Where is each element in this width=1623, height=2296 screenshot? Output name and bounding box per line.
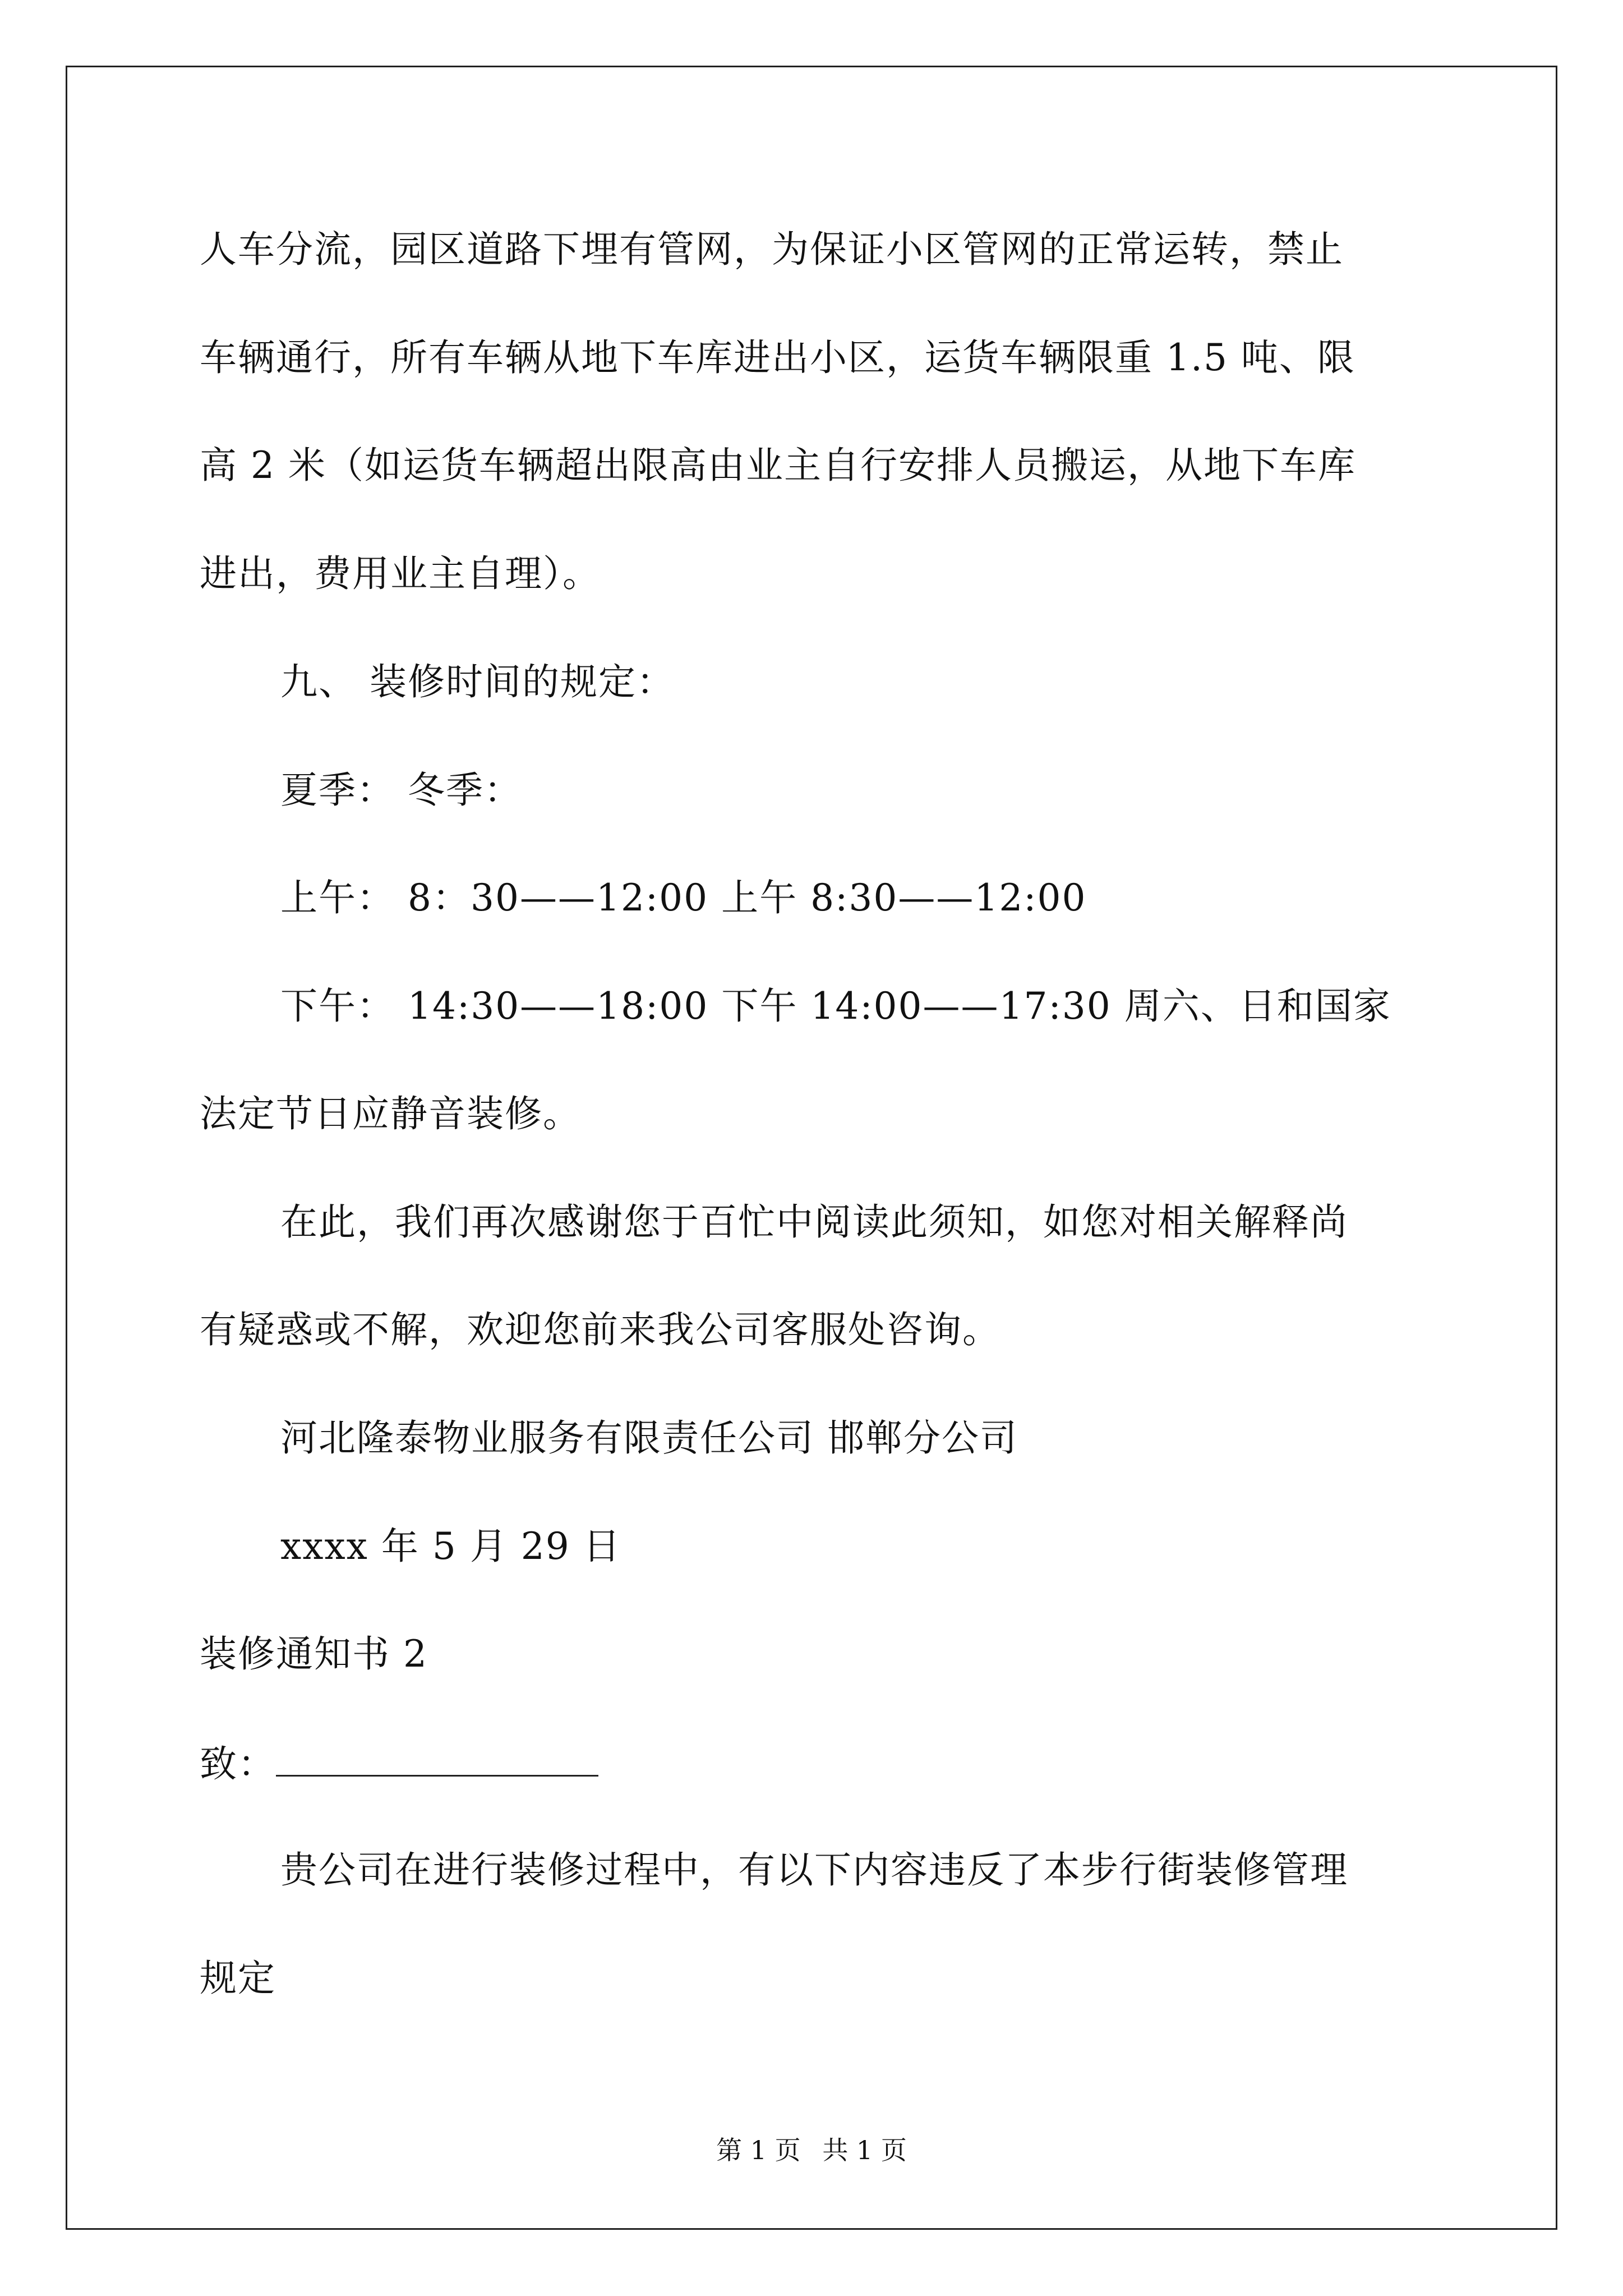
paragraph-line: 在此，我们再次感谢您于百忙中阅读此须知，如您对相关解释尚 xyxy=(280,1200,1348,1244)
paragraph-line: 进出，费用业主自理）。 xyxy=(200,552,601,595)
morning-hours: 上午： 8：30——12:00 上午 8:30——12:00 xyxy=(280,876,1087,919)
paragraph-line: 人车分流，园区道路下埋有管网，为保证小区管网的正常运转，禁止 xyxy=(200,228,1344,271)
paragraph-line: 法定节日应静音装修。 xyxy=(200,1092,581,1135)
page-border xyxy=(66,66,1557,2230)
section-heading: 九、 装修时间的规定： xyxy=(280,660,675,703)
paragraph-line: 高 2 米（如运货车辆超出限高由业主自行安排人员搬运，从地下车库 xyxy=(200,444,1356,487)
page-total: 共 1 页 xyxy=(822,2135,907,2165)
notice-title: 装修通知书 2 xyxy=(200,1632,428,1676)
company-signature: 河北隆泰物业服务有限责任公司 邯郸分公司 xyxy=(280,1416,1018,1460)
page-number: 第 1 页 xyxy=(716,2135,801,2165)
recipient-blank xyxy=(276,1740,598,1777)
paragraph-line: 有疑惑或不解，欢迎您前来我公司客服处咨询。 xyxy=(200,1308,1000,1351)
date-line: xxxx 年 5 月 29 日 xyxy=(280,1525,621,1568)
paragraph-line: 车辆通行，所有车辆从地下车库进出小区，运货车辆限重 1.5 吨、限 xyxy=(200,336,1355,379)
paragraph-line: 贵公司在进行装修过程中，有以下内容违反了本步行街装修管理 xyxy=(280,1848,1348,1892)
recipient-label: 致： xyxy=(200,1742,276,1786)
season-labels: 夏季： 冬季： xyxy=(280,769,522,812)
paragraph-line: 规定 xyxy=(200,1957,276,2000)
page-footer xyxy=(0,2134,1623,2166)
afternoon-hours: 下午： 14:30——18:00 下午 14:00——17:30 周六、日和国家 xyxy=(280,984,1391,1028)
recipient-line xyxy=(200,1740,598,1787)
